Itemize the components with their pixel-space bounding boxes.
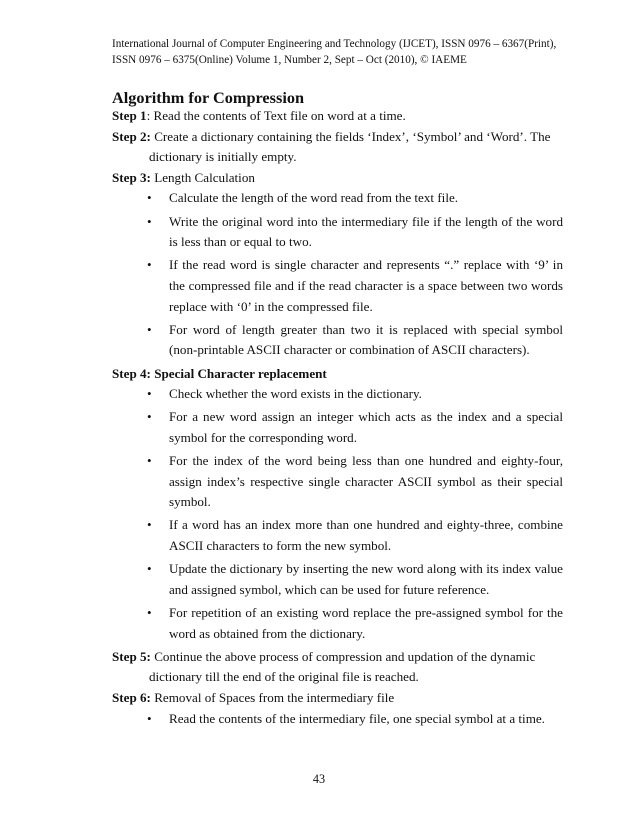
bullet-item: • Write the original word into the intermediary file if the length of the word is less than or equal to two. [147, 212, 563, 253]
step-2-text-line-1: Create a dictionary containing the fields ‘Index’, ‘Symbol’ and ‘Word’. The [150, 128, 551, 144]
step-3 [112, 168, 563, 361]
bullet-item: • Check whether the word exists in the dictionary. [147, 384, 563, 405]
algorithm-body [112, 106, 563, 732]
bullet-item: • For repetition of an existing word replace the pre-assigned symbol for the word as obtained from the dictionary. [147, 603, 563, 644]
step-2 [112, 127, 563, 168]
step-5-text-line-2: dictionary till the end of the original file is reached. [149, 669, 419, 685]
step-6-label: Step 6: [112, 689, 151, 705]
bullet-item: • If a word has an index more than one hundred and eighty-three, combine ASCII characters to form the new symbol. [147, 515, 563, 556]
step-4-label: Step 4: Special Character replacement [112, 365, 327, 381]
bullet-item: • Calculate the length of the word read from the text file. [147, 188, 563, 209]
journal-header-line-1: International Journal of Computer Engineering and Technology (IJCET), ISSN 0976 – 6367(Print), [112, 38, 557, 50]
step-3-bullet-list [112, 188, 563, 361]
step-5-line-1 [112, 647, 563, 668]
section-title: Algorithm for Compression [112, 88, 305, 107]
step-4-bullet-list [112, 384, 563, 644]
bullet-item: • Update the dictionary by inserting the new word along with its index value and assigned symbol, which can be used for future reference. [147, 559, 563, 600]
step-5-text-line-1: Continue the above process of compression and updation of the dynamic [150, 648, 536, 664]
journal-header [112, 36, 582, 68]
step-3-text: Length Calculation [150, 169, 255, 185]
step-6-text: Removal of Spaces from the intermediary file [150, 689, 395, 705]
step-6-bullet-list [112, 709, 563, 730]
bullet-item: • For a new word assign an integer which acts as the index and a special symbol for the corresponding word. [147, 407, 563, 448]
bullet-item: • For word of length greater than two it is replaced with special symbol (non-printable ASCII character or combination of ASCII characters). [147, 320, 563, 361]
step-2-text-line-2: dictionary is initially empty. [149, 149, 297, 165]
bullet-item: • For the index of the word being less than one hundred and eighty-four, assign index’s respective single character ASCII symbol as their special symbol. [147, 451, 563, 513]
step-5 [112, 647, 563, 688]
step-5-label: Step 5: [112, 648, 151, 664]
bullet-item: • If the read word is single character and represents “.” replace with ‘9’ in the compressed file and if the read character is a space between two words replace with ‘0’ in the compressed file. [147, 255, 563, 317]
step-3-label: Step 3: [112, 169, 151, 185]
step-1-label: Step 1 [112, 108, 147, 123]
step-6 [112, 688, 563, 729]
page-number: 43 [312, 772, 326, 786]
step-1 [112, 106, 563, 127]
bullet-item: • Read the contents of the intermediary file, one special symbol at a time. [147, 709, 563, 730]
step-2-label: Step 2: [112, 128, 151, 144]
step-2-line-1 [112, 127, 563, 148]
step-4 [112, 364, 563, 645]
step-1-text: : Read the contents of Text file on word at a time. [146, 108, 406, 123]
journal-header-line-2: ISSN 0976 – 6375(Online) Volume 1, Number 2, Sept – Oct (2010), © IAEME [112, 54, 467, 66]
